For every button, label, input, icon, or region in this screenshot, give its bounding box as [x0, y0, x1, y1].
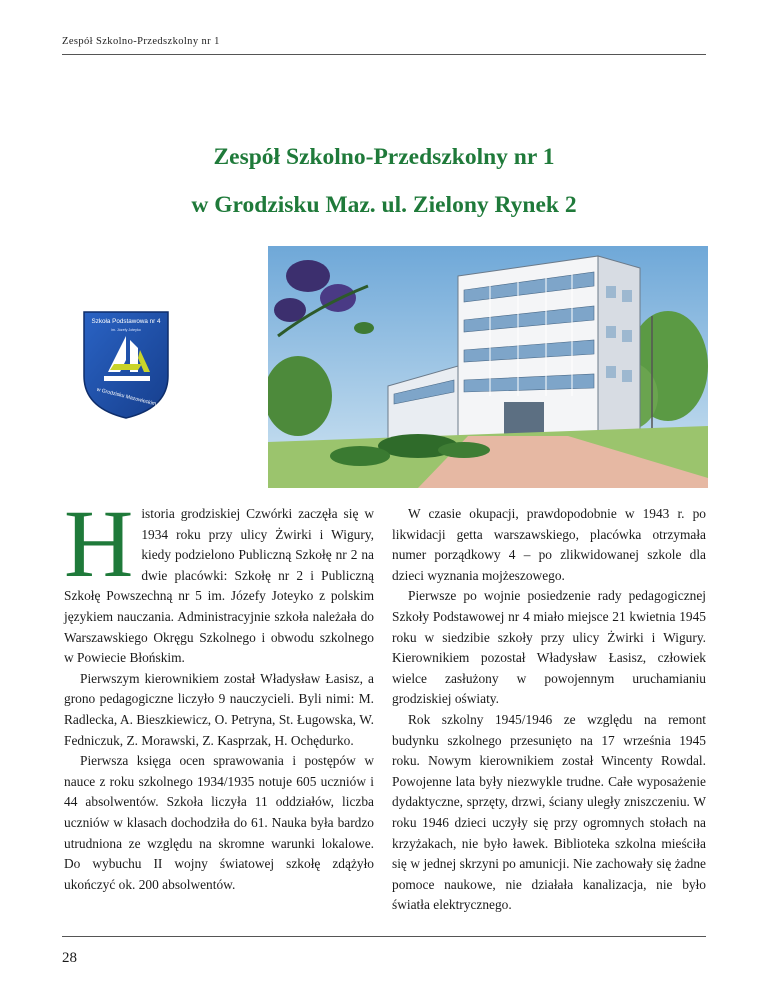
paragraph: istoria grodziskiej Czwórki zaczęła się w 1934 roku przy ulicy Żwirki i Wigury, kiedy podzielono Publiczną Szkołę nr 2 na dwie placówki: Szkołę nr 2 i Publiczną Szkołę Powszechną nr 5 im. Józefy Joteyko z polskim językiem nauczania. Administracyjnie szkoła należała do Warszawskiego Okręgu Szkolnego i obwodu szkolnego w Powiecie Błońskim. — [64, 506, 374, 666]
school-building-drawing — [268, 246, 708, 488]
logo-sub-text: im. Józefy Joteyko — [111, 328, 141, 332]
page-title: Zespół Szkolno-Przedszkolny nr 1 — [213, 144, 555, 170]
school-logo — [80, 308, 172, 420]
paragraph: W czasie okupacji, prawdopodobnie w 1943 r. po likwidacji getta warszawskiego, placówka otrzymała numer porządkowy 4 – po zlikwidowanej szkole dla dzieci wyznania mojżeszowego. — [392, 506, 706, 583]
article-right-column — [392, 504, 706, 916]
footer-rule — [62, 936, 706, 937]
paragraph: Pierwsza księga ocen sprawowania i postępów w nauce z roku szkolnego 1934/1935 notuje 605 uczniów i 44 absolwentów. Szkoła liczyła 11 oddziałów, liczba uczniów w klasach dochodziła do 61. Nauka była bardzo utrudniona ze względu na skromne warunki lokalowe. Do wybuchu II wojny światowej szkołę zdążyło ukończyć ok. 200 absolwentów. — [64, 753, 374, 892]
logo-top-text: Szkoła Podstawowa nr 4 — [91, 318, 161, 325]
paragraph: Pierwsze po wojnie posiedzenie rady pedagogicznej Szkoły Podstawowej nr 4 miało miejsce 21 kwietnia 1945 roku w siedzibie szkoły przy ulicy Żwirki i Wigury. Kierownikiem pozostał Władysław Łasisz, człowiek wielce zasłużony w powojennym uruchamianiu grodziskiej oświaty. — [392, 588, 706, 707]
header-rule — [62, 54, 706, 55]
logo-bottom-text: w Grodzisku Mazowieckim — [95, 386, 157, 408]
article-left-column — [64, 490, 374, 895]
running-head: Zespół Szkolno-Przedszkolny nr 1 — [62, 36, 220, 47]
dropcap: H — [64, 490, 134, 597]
paragraph: Pierwszym kierownikiem został Władysław Łasisz, a grono pedagogiczne liczyło 9 nauczycieli. Byli nimi: M. Radlecka, A. Bieszkiewicz, O. Petryna, St. Ługowska, W. Fedniczuk, Z. Morawski, Z. Kasprzak, H. Ochędurko. — [64, 670, 374, 748]
page-number: 28 — [62, 950, 77, 966]
page-subtitle: w Grodzisku Maz. ul. Zielony Rynek 2 — [191, 192, 577, 218]
paragraph: Rok szkolny 1945/1946 ze względu na remont budynku szkolnego przesunięto na 17 września 1945 roku. Nowym kierownikiem został Wincenty Rowdal. Powojenne lata były niezwykle trudne. Całe wyposażenie dydaktyczne, sprzęty, drzwi, ściany uległy zniszczeniu. W roku 1946 dzieci uczyły się przy ogromnych stołach na krzyżakach, nie było ławek. Biblioteka szkolna mieściła się w jednej skrzyni po amunicji. Nie zachowały się żadne pomoce naukowe, nie działała kanalizacja, nie było światła elektrycznego. — [392, 711, 706, 913]
